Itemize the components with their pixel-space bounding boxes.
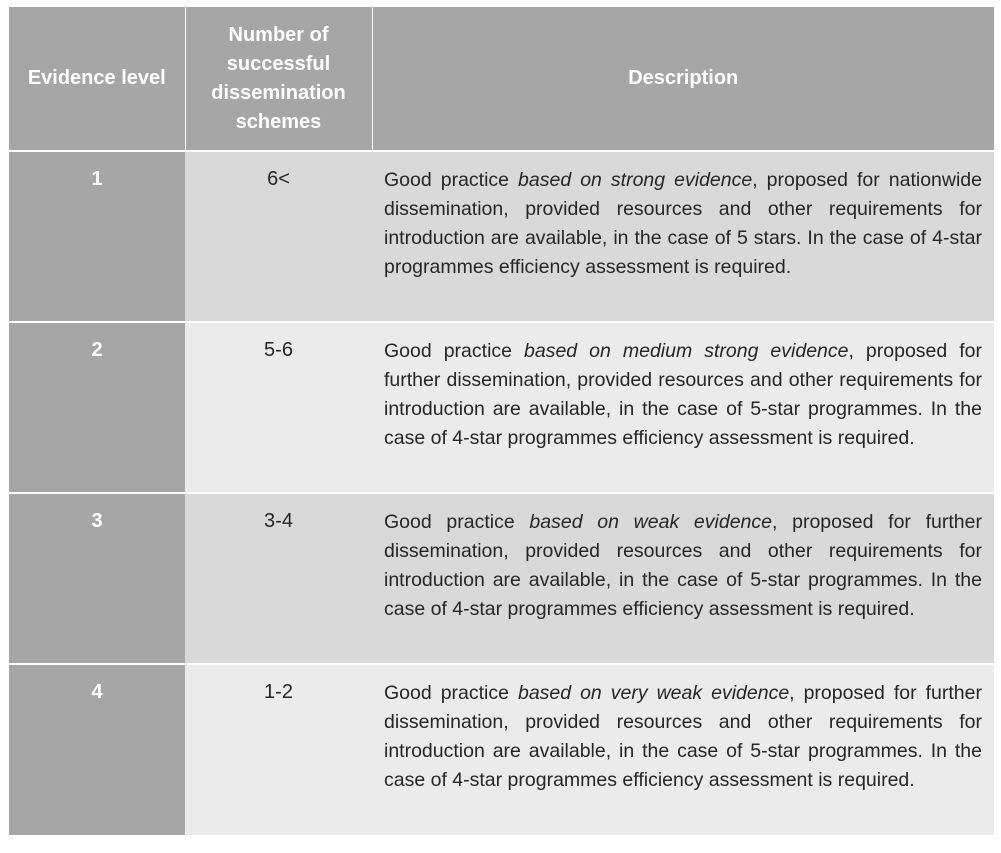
description-emphasis: based on medium strong evidence (524, 340, 849, 362)
evidence-level-cell: 4 (9, 664, 185, 835)
description-emphasis: based on weak evidence (529, 511, 772, 533)
scheme-count-cell: 1-2 (185, 664, 372, 835)
description-cell (372, 322, 994, 493)
description-prefix: Good practice (384, 511, 530, 533)
header-description: Description (372, 7, 994, 151)
scheme-count-cell: 5-6 (185, 322, 372, 493)
evidence-level-cell: 2 (9, 322, 185, 493)
evidence-level-table (9, 7, 994, 835)
table-header-row (9, 7, 994, 151)
description-suffix: , proposed for further dissemination, provided resources and other requirements for introduction are available, in the case of 5-star programmes. In the case of 4-star programmes efficiency assessment is required. (384, 340, 982, 449)
description-emphasis: based on very weak evidence (517, 682, 790, 704)
description-emphasis: based on strong evidence (518, 169, 753, 191)
description-cell (372, 664, 994, 835)
table-row (9, 664, 994, 835)
evidence-level-cell: 1 (9, 151, 185, 322)
header-number-of-schemes: Number of successful dissemination schemes (185, 7, 372, 151)
evidence-level-cell: 3 (9, 493, 185, 664)
header-evidence-level: Evidence level (9, 7, 185, 151)
description-cell (372, 151, 994, 322)
description-cell (372, 493, 994, 664)
table-row (9, 322, 994, 493)
description-prefix: Good practice (384, 169, 519, 191)
table-row (9, 493, 994, 664)
scheme-count-cell: 6< (185, 151, 372, 322)
table-row (9, 151, 994, 322)
description-prefix: Good practice (384, 682, 518, 704)
description-suffix: , proposed for nationwide dissemination, provided resources and other requirements for introduction are available, in the case of 5 stars. In the case of 4-star programmes efficiency assessment is required. (384, 169, 983, 278)
scheme-count-cell: 3-4 (185, 493, 372, 664)
description-prefix: Good practice (384, 340, 525, 362)
description-suffix: , proposed for further dissemination, provided resources and other requirements for introduction are available, in the case of 5-star programmes. In the case of 4-star programmes efficiency assessment is required. (384, 511, 982, 620)
description-suffix: , proposed for further dissemination, provided resources and other requirements for introduction are available, in the case of 5-star programmes. In the case of 4-star programmes efficiency assessment is required. (384, 682, 982, 791)
